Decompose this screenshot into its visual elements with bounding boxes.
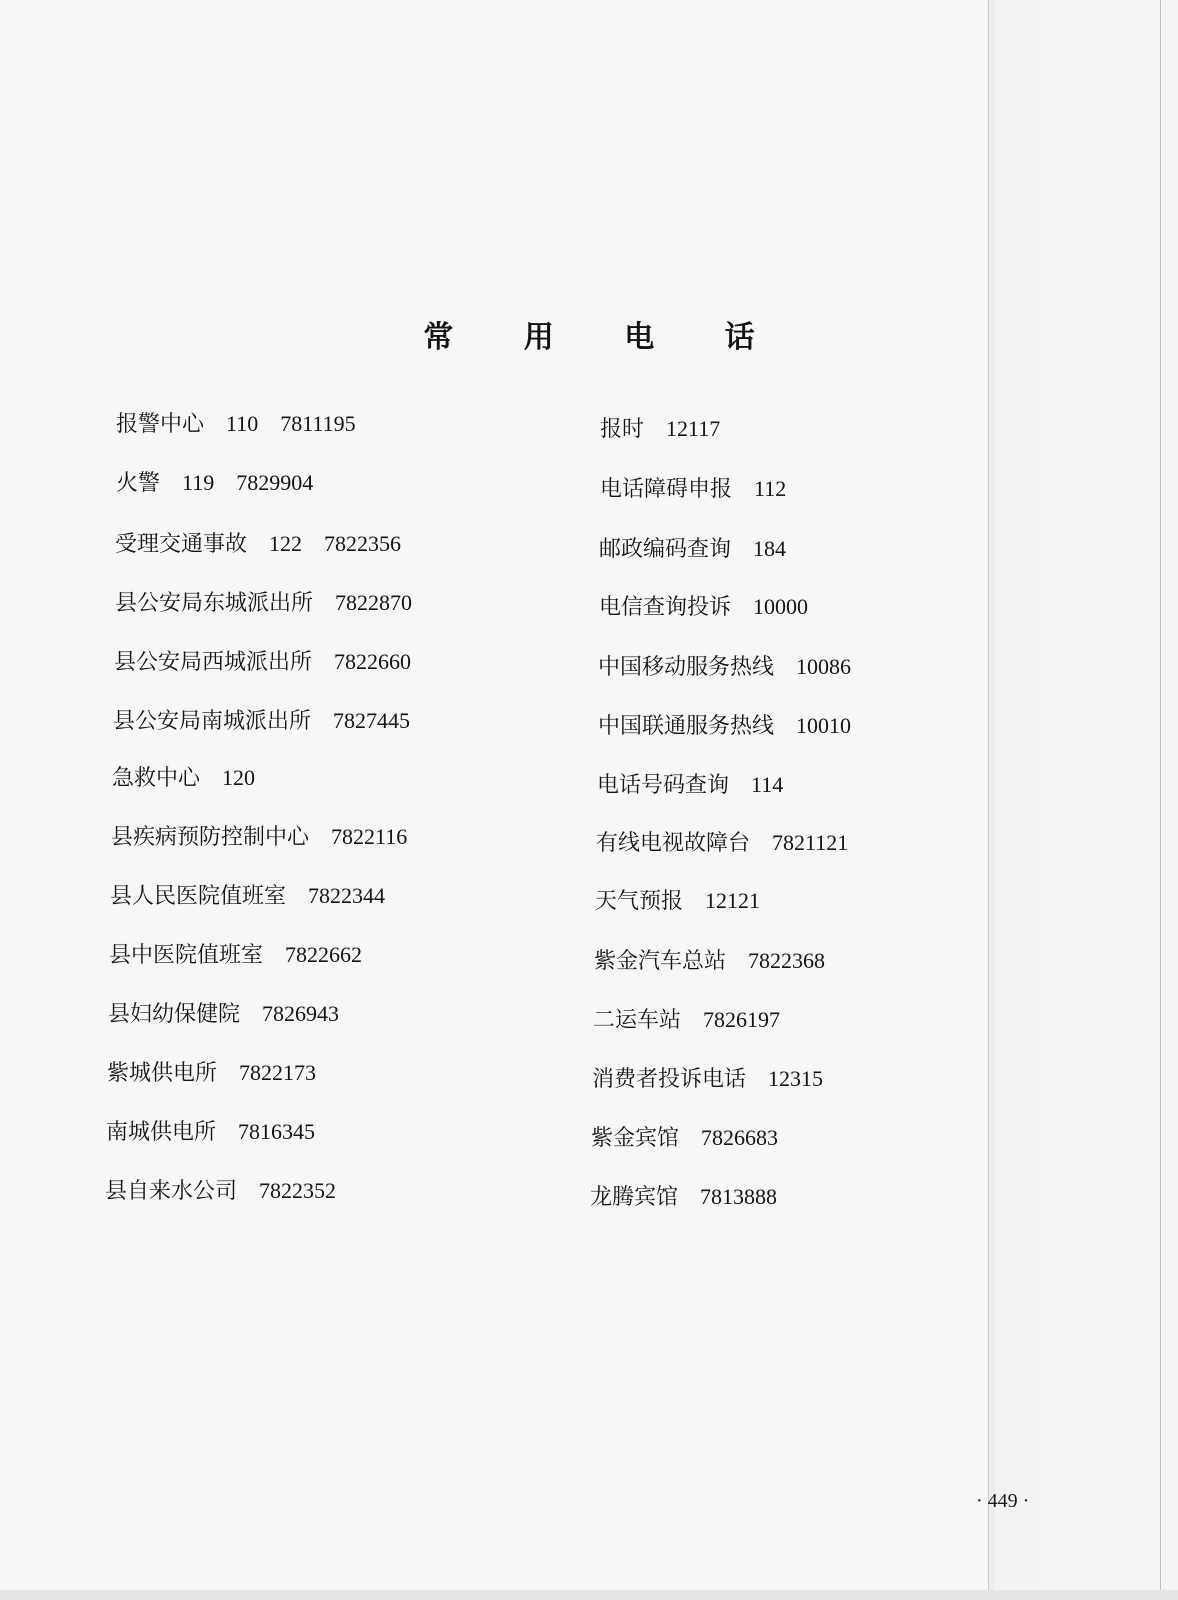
phone-entry	[593, 1007, 780, 1034]
page-edge-line	[1160, 0, 1161, 1600]
entry-name: 受理交通事故	[115, 532, 248, 557]
entry-name: 县公安局西城派出所	[114, 650, 313, 675]
entry-name: 县妇幼保健院	[108, 1002, 241, 1027]
phone-entry	[115, 531, 401, 558]
entry-phone-number: 7822352	[259, 1178, 337, 1203]
phone-entry	[110, 883, 385, 910]
entry-name: 县人民医院值班室	[110, 884, 287, 909]
entry-phone-number: 7829904	[236, 470, 314, 495]
entry-phone-number: 7822662	[285, 942, 363, 967]
phone-entry	[114, 649, 411, 676]
page-edge-shadow	[988, 0, 1178, 1600]
entry-phone-number: 110	[226, 411, 259, 436]
entry-name: 电话号码查询	[597, 773, 730, 798]
entry-name: 火警	[116, 471, 161, 496]
entry-phone-number: 10086	[796, 654, 852, 679]
entry-name: 县公安局南城派出所	[113, 709, 312, 734]
phone-entry	[592, 1066, 823, 1093]
phone-entry	[594, 948, 825, 975]
entry-name: 中国联通服务热线	[598, 714, 775, 739]
phone-entry	[109, 942, 362, 969]
entry-phone-number: 112	[754, 476, 787, 501]
entry-phone-number: 7816345	[238, 1119, 316, 1144]
entry-name: 南城供电所	[106, 1120, 217, 1145]
entry-phone-number: 7826943	[262, 1001, 340, 1026]
entry-phone-number: 7822116	[331, 824, 408, 849]
entry-phone-number: 10000	[753, 594, 809, 619]
phone-entry	[108, 1001, 339, 1028]
phone-entry	[599, 594, 808, 621]
entry-name: 县公安局东城派出所	[115, 591, 314, 616]
phone-entry	[113, 708, 410, 735]
phone-entry	[112, 765, 255, 792]
entry-name: 急救中心	[112, 766, 201, 791]
phone-entry	[107, 1060, 316, 1087]
entry-name: 县中医院值班室	[109, 943, 264, 968]
entry-name: 报时	[600, 417, 645, 442]
phone-entry	[595, 888, 760, 915]
entry-phone-number: 120	[222, 765, 256, 790]
phone-entry	[598, 654, 851, 681]
entry-phone-number: 10010	[796, 713, 852, 738]
entry-phone-number: 7822344	[308, 883, 386, 908]
entry-name: 紫金汽车总站	[594, 949, 727, 974]
entry-name: 消费者投诉电话	[592, 1067, 747, 1092]
entry-phone-number: 119	[182, 470, 215, 495]
entry-phone-number: 12315	[768, 1066, 824, 1091]
entry-name: 天气预报	[595, 889, 684, 914]
entry-name: 县自来水公司	[105, 1179, 238, 1204]
phone-entry	[597, 772, 783, 799]
entry-phone-number: 7811195	[280, 411, 356, 436]
entry-name: 邮政编码查询	[599, 537, 732, 562]
phone-entry	[111, 824, 407, 851]
entry-phone-number: 12117	[666, 416, 721, 441]
phone-entry	[596, 830, 848, 857]
entry-name: 紫城供电所	[107, 1061, 218, 1086]
phone-entry	[116, 470, 313, 497]
phone-entry	[106, 1119, 315, 1146]
entry-phone-number: 7826197	[703, 1007, 781, 1032]
phone-entry	[600, 416, 720, 443]
entry-phone-number: 7821121	[772, 830, 849, 855]
page-number: · 449 ·	[976, 1490, 1030, 1512]
entry-name: 紫金宾馆	[591, 1126, 680, 1151]
phone-entry	[600, 476, 786, 503]
phone-entry	[105, 1178, 336, 1205]
phone-entry	[591, 1125, 778, 1152]
phone-entry	[599, 536, 786, 563]
entry-name: 县疾病预防控制中心	[111, 825, 310, 850]
entry-phone-number: 122	[269, 531, 303, 556]
entry-name: 龙腾宾馆	[590, 1185, 679, 1210]
phone-entry	[590, 1184, 777, 1211]
entry-phone-number: 7822356	[324, 531, 402, 556]
entry-name: 电话障碍申报	[600, 477, 733, 502]
entry-name: 中国移动服务热线	[598, 655, 775, 680]
scan-bottom-band	[0, 1590, 1178, 1600]
entry-phone-number: 7813888	[700, 1184, 778, 1209]
entry-phone-number: 12121	[705, 888, 761, 913]
entry-phone-number: 114	[751, 772, 784, 797]
entry-phone-number: 7822660	[334, 649, 412, 674]
entry-phone-number: 7822173	[239, 1060, 317, 1085]
entry-name: 电信查询投诉	[599, 595, 732, 620]
page-edge-line	[988, 0, 989, 1600]
phone-entry	[115, 590, 412, 617]
phone-entry	[116, 411, 356, 438]
entry-phone-number: 7822870	[335, 590, 413, 615]
phone-entry	[598, 713, 851, 740]
entry-phone-number: 184	[753, 536, 787, 561]
entry-phone-number: 7822368	[748, 948, 826, 973]
entry-name: 二运车站	[593, 1008, 682, 1033]
entry-name: 有线电视故障台	[596, 831, 751, 856]
entry-phone-number: 7827445	[333, 708, 411, 733]
entry-name: 报警中心	[116, 412, 205, 437]
page-title: 常 用 电 话	[423, 320, 785, 355]
entry-phone-number: 7826683	[701, 1125, 779, 1150]
